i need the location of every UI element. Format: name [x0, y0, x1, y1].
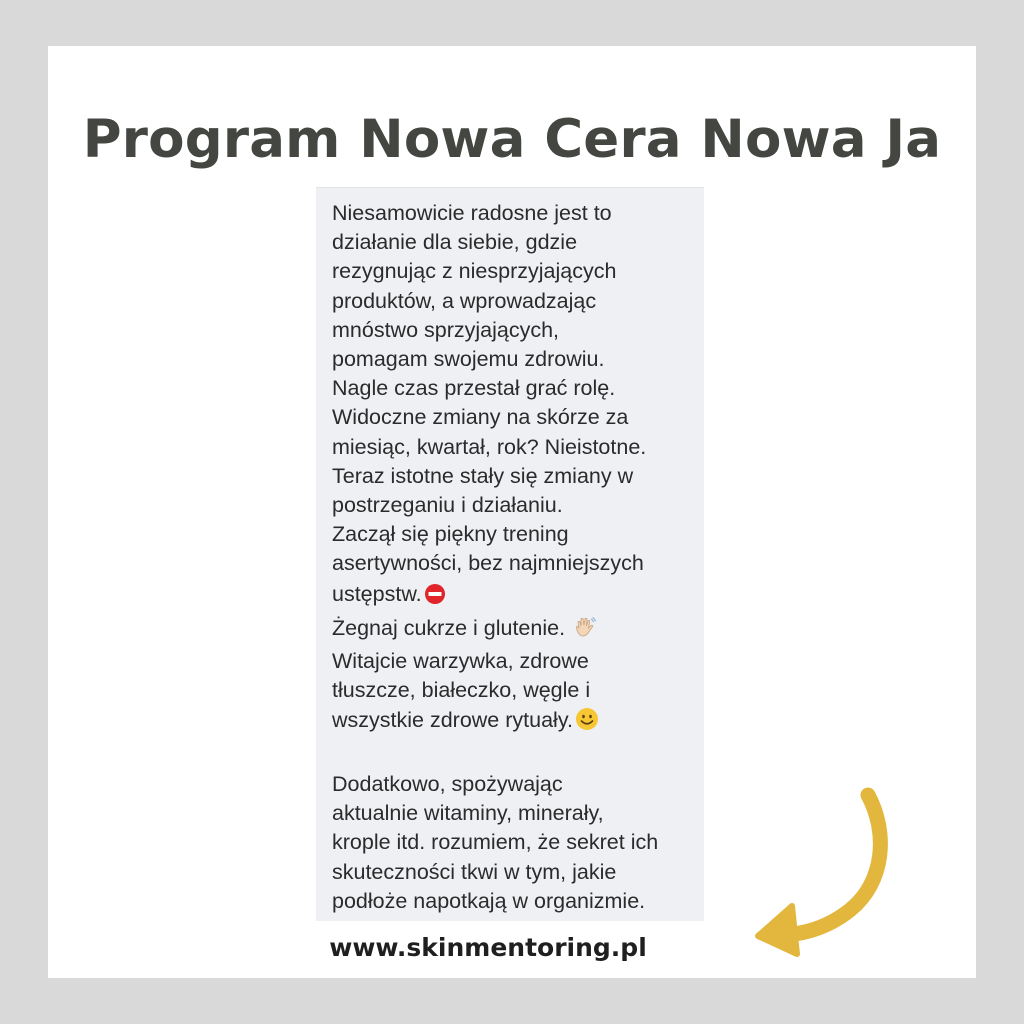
website-link[interactable]: www.skinmentoring.pl — [329, 933, 647, 962]
message-line-text: Żegnaj cukrze i glutenie. — [332, 615, 566, 640]
message-line: miesiąc, kwartał, rok? Nieistotne. — [332, 434, 647, 459]
message-line: aktualnie witaminy, minerały, — [332, 801, 604, 826]
message-line: Niesamowicie radosne jest to — [332, 201, 612, 225]
message-line — [332, 705, 704, 739]
message-line: Nagle czas przestał grać rolę. — [332, 376, 616, 401]
message-line: Dodatkowo, spożywając — [332, 772, 563, 797]
message-line-text: wszystkie zdrowe rytuały. — [332, 708, 573, 733]
message-line: tłuszcze, białeczko, węgle i — [332, 677, 591, 702]
paragraph-gap — [332, 739, 704, 770]
message-line: Widoczne zmiany na skórze za — [332, 405, 629, 430]
message-line: pomagam swojemu zdrowiu. — [332, 347, 605, 372]
smiling-face-icon — [575, 707, 599, 739]
no-entry-icon — [424, 583, 446, 613]
message-line — [332, 613, 704, 647]
message-line: Zaczął się piękny trening — [332, 522, 569, 547]
arrow-icon — [700, 740, 900, 960]
message-line: działanie dla siebie, gdzie — [332, 230, 578, 255]
message-line: asertywności, bez najmniejszych — [332, 551, 644, 576]
message-screenshot — [316, 187, 704, 921]
message-line: produktów, a wprowadzając — [332, 288, 597, 313]
message-line — [332, 579, 704, 613]
message-line: Teraz istotne stały się zmiany w — [332, 463, 634, 488]
message-line-text: ustępstw. — [332, 581, 422, 606]
message-line: podłoże napotkają w organizmie. — [332, 888, 646, 913]
message-line: Witajcie warzywka, zdrowe — [332, 648, 589, 673]
message-line: postrzeganiu i działaniu. — [332, 493, 563, 518]
page-title: Program Nowa Cera Nowa Ja — [82, 109, 942, 170]
message-line: rezygnując z niesprzyjających — [332, 259, 617, 284]
message-line: mnóstwo sprzyjających, — [332, 317, 560, 342]
message-line: skuteczności tkwi w tym, jakie — [332, 859, 617, 884]
waving-hand-icon — [573, 615, 597, 647]
message-line: krople itd. rozumiem, że sekret ich — [332, 830, 659, 855]
